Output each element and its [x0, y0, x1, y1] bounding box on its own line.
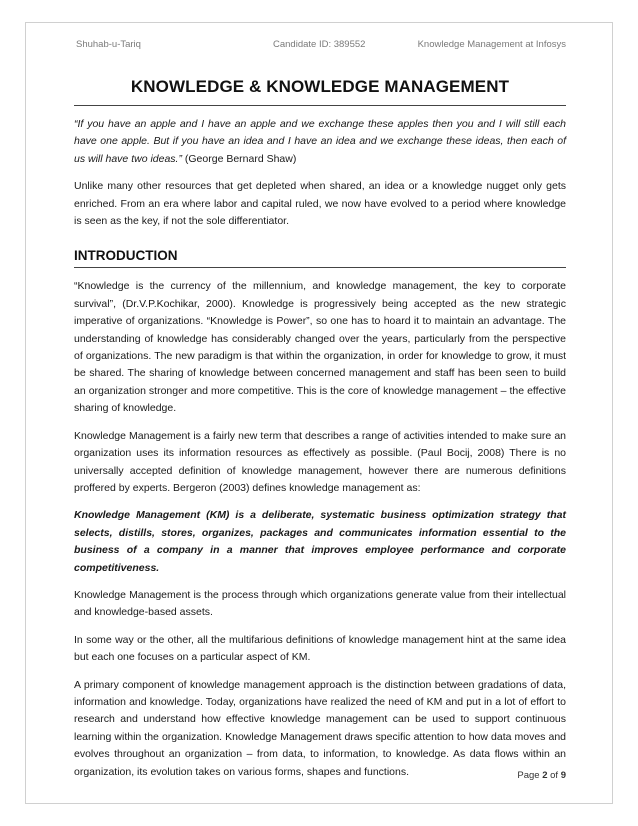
quote-attribution: (George Bernard Shaw) [181, 152, 297, 165]
current-page: 2 [542, 770, 548, 781]
page-header [76, 39, 566, 53]
header-candidate-id: Candidate ID: 389552 [273, 39, 366, 50]
body-paragraph-4: In some way or the other, all the multifarious definitions of knowledge management hint at the same idea but each one focuses on a particular aspect of KM. [74, 633, 566, 664]
header-author: Shuhab-u-Tariq [76, 39, 141, 50]
section-heading: INTRODUCTION [74, 248, 566, 268]
quote-text: “If you have an apple and I have an apple and we exchange these apples then you and I will still each have one apple. But if you have an idea and I have an idea and we exchange these ideas, then each of us will have two ideas.” [74, 118, 566, 165]
header-document-title: Knowledge Management at Infosys [417, 39, 566, 50]
page-number [517, 770, 566, 781]
body-paragraph-3: Knowledge Management is the process through which organizations generate value from their intellectual and knowledge-based assets. [74, 588, 566, 619]
document-page [25, 22, 613, 804]
page-label: Page [517, 770, 543, 781]
body-paragraph-5: A primary component of knowledge management approach is the distinction between gradations of data, information and knowledge. Today, organizations have realized the need of KM and put in a lot of effort to research and understand how effective knowledge management can be used to support continuous learning within the organization. Knowledge Management draws specific attention to how data moves and evolves throughout an organization – from data, to information, to knowledge. As data flows within an organization, its evolution takes on various forms, shapes and functions. [74, 678, 566, 778]
page-title: KNOWLEDGE & KNOWLEDGE MANAGEMENT [74, 77, 566, 106]
intro-paragraph: Unlike many other resources that get depleted when shared, an idea or a knowledge nugget only gets enriched. From an era where labor and capital ruled, we now have evolved to a period where knowledge is seen as the key, if not the sole differentiator. [74, 180, 566, 228]
page-content [74, 77, 566, 781]
opening-quote [74, 116, 566, 168]
body-paragraph-1: “Knowledge is the currency of the millennium, and knowledge management, the key to corporate survival”, (Dr.V.P.Kochikar, 2000). Knowledge is progressively being accepted as the new strategic imperative of organizations. “Knowledge is Power”, so one has to hoard it to maintain an advantage. The understanding of knowledge has considerably changed over the years, particularly from the perspective of organizations. The new paradigm is that within the organization, in order for knowledge to grow, it must be shared. The sharing of knowledge between concerned management and staff has been seen to build an organization stronger and more competitive. This is the core of knowledge management – the effective sharing of knowledge. [74, 280, 566, 415]
of-label: of [547, 770, 561, 781]
total-pages: 9 [560, 770, 566, 781]
km-definition: Knowledge Management (KM) is a deliberate, systematic business optimization strategy that selects, distills, stores, organizes, packages and communicates information essential to the business of a company in a manner that improves employee performance and corporate competitiveness. [74, 509, 566, 574]
body-paragraph-2: Knowledge Management is a fairly new term that describes a range of activities intended to make sure an organization uses its information resources as effectively as possible. (Paul Bocij, 2008) There is no universally accepted definition of knowledge management, however there are numerous definitions proffered by experts. Bergeron (2003) defines knowledge management as: [74, 429, 566, 494]
